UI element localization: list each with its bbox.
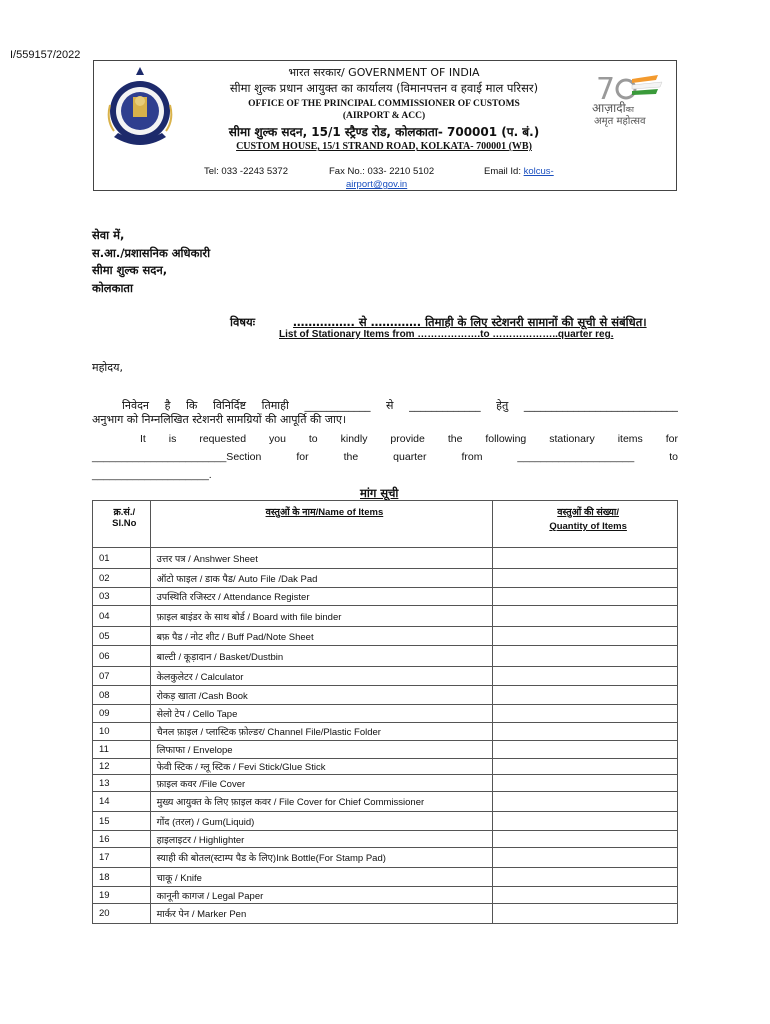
row-quantity-field[interactable] xyxy=(493,686,678,705)
para-word: to xyxy=(669,451,678,463)
row-quantity-field[interactable] xyxy=(493,831,678,848)
address-line: कोलकाता xyxy=(92,280,133,295)
row-quantity-field[interactable] xyxy=(493,588,678,606)
table-row xyxy=(93,759,678,775)
table-row xyxy=(93,667,678,686)
amrit-mahotsav-text: अमृत महोत्सव xyxy=(594,116,646,127)
para-word: से xyxy=(386,399,394,412)
row-serial-number: 15 xyxy=(93,812,151,831)
para-word: items xyxy=(617,433,643,445)
header-office-hindi: सीमा शुल्क प्रधान आयुक्त का कार्यालय (विमानपत्तन व हवाई माल परिसर) xyxy=(229,81,539,95)
quarter-from-blank[interactable]: ____________________ xyxy=(517,451,635,463)
row-quantity-field[interactable] xyxy=(493,667,678,686)
para-word: है xyxy=(164,399,171,412)
row-serial-number: 07 xyxy=(93,667,151,686)
customs-emblem-icon xyxy=(106,65,174,153)
para-word: stationary xyxy=(549,433,595,445)
ka-text: का xyxy=(625,105,634,114)
row-quantity-field[interactable] xyxy=(493,627,678,646)
row-item-name: गोंद (तरल) / Gum(Liquid) xyxy=(150,812,493,831)
table-row xyxy=(93,848,678,868)
header-government: भारत सरकार/ GOVERNMENT OF INDIA xyxy=(288,66,480,79)
header-slno xyxy=(93,501,151,548)
row-item-name: मुख्य आयुक्त के लिए फ़ाइल कवर / File Cover for Chief Commissioner xyxy=(150,792,493,812)
table-row xyxy=(93,868,678,887)
para-word: you xyxy=(269,433,286,445)
para-word: हेतु xyxy=(496,399,509,412)
letterhead xyxy=(93,60,677,191)
row-item-name: चाकू / Knife xyxy=(150,868,493,887)
address-line: सेवा में, xyxy=(92,228,125,242)
para-word: विनिर्दिष्ट xyxy=(212,399,247,412)
para-word: तिमाही xyxy=(261,399,289,412)
para-word: from xyxy=(461,451,483,463)
header-quantity-hindi: वस्तुओं की संख्या/ xyxy=(557,507,619,518)
table-row xyxy=(93,831,678,848)
row-item-name: स्याही की बोतल(स्टाम्प पैड के लिए)Ink Bottle(For Stamp Pad) xyxy=(150,848,493,868)
row-item-name: उपस्थिति रजिस्टर / Attendance Register xyxy=(150,588,493,606)
row-serial-number: 03 xyxy=(93,588,151,606)
table-row xyxy=(93,705,678,723)
table-row xyxy=(93,548,678,569)
para-word: It xyxy=(140,433,146,445)
salutation: महोदय, xyxy=(92,361,123,374)
azadi-text: आज़ादी xyxy=(592,101,626,115)
row-serial-number: 19 xyxy=(93,887,151,904)
row-item-name: बाल्टी / कूड़ादान / Basket/Dustbin xyxy=(150,646,493,667)
header-quantity xyxy=(493,501,678,548)
table-row xyxy=(93,686,678,705)
row-serial-number: 11 xyxy=(93,741,151,759)
para-word: kindly xyxy=(340,433,368,445)
email-link-continued[interactable]: airport@gov.in xyxy=(346,179,408,190)
row-quantity-field[interactable] xyxy=(493,723,678,741)
recipient-address xyxy=(92,227,210,297)
header-office-english-sub: (AIRPORT & ACC) xyxy=(342,111,426,121)
row-item-name: फ़ाइल कवर /File Cover xyxy=(150,775,493,792)
row-item-name: फेवी स्टिक / ग्लू स्टिक / Fevi Stick/Glue Stick xyxy=(150,759,493,775)
row-quantity-field[interactable] xyxy=(493,569,678,588)
row-serial-number: 17 xyxy=(93,848,151,868)
para-word: to xyxy=(308,433,318,445)
request-paragraph-hindi xyxy=(92,396,678,430)
table-row xyxy=(93,887,678,904)
para-line: अनुभाग को निम्नलिखित स्टेशनरी सामग्रियों की आपूर्ति की जाए। xyxy=(92,413,347,426)
para-word: is xyxy=(168,433,177,445)
row-quantity-field[interactable] xyxy=(493,887,678,904)
table-row xyxy=(93,792,678,812)
row-serial-number: 14 xyxy=(93,792,151,812)
row-serial-number: 02 xyxy=(93,569,151,588)
header-item-name-text: वस्तुओं के नाम/Name of Items xyxy=(265,507,384,518)
row-quantity-field[interactable] xyxy=(493,646,678,667)
section-blank[interactable]: ____________________________ xyxy=(523,399,678,412)
row-item-name: ऑटो फाइल / डाक पैड/ Auto File /Dak Pad xyxy=(150,569,493,588)
row-quantity-field[interactable] xyxy=(493,759,678,775)
para-word: for xyxy=(665,433,678,445)
table-row xyxy=(93,627,678,646)
row-item-name: चैनल फ़ाइल / प्लास्टिक फ़ोल्डर/ Channel File/Plastic Folder xyxy=(150,723,493,741)
row-quantity-field[interactable] xyxy=(493,741,678,759)
subject-english: List of Stationary Items from ……………….to ………………..quarter reg. xyxy=(279,329,614,340)
row-item-name: फ़ाइल बाइंडर के साथ बोर्ड / Board with file binder xyxy=(150,606,493,627)
fax: Fax No.: 033- 2210 5102 xyxy=(329,166,435,177)
para-word: quarter xyxy=(393,451,427,463)
row-item-name: लिफाफा / Envelope xyxy=(150,741,493,759)
row-quantity-field[interactable] xyxy=(493,548,678,569)
row-serial-number: 20 xyxy=(93,904,151,924)
table-row xyxy=(93,904,678,924)
table-row xyxy=(93,646,678,667)
row-quantity-field[interactable] xyxy=(493,775,678,792)
request-paragraph-english xyxy=(92,430,678,484)
para-word: following xyxy=(485,433,527,445)
para-word: निवेदन xyxy=(122,399,150,412)
azadi-ka-amrit-mahotsav-logo xyxy=(592,69,672,129)
row-item-name: सेलो टेप / Cello Tape xyxy=(150,705,493,723)
row-item-name: रोकड़ खाता /Cash Book xyxy=(150,686,493,705)
row-serial-number: 18 xyxy=(93,868,151,887)
row-serial-number: 04 xyxy=(93,606,151,627)
row-item-name: केलकुलेटर / Calculator xyxy=(150,667,493,686)
section-blank[interactable]: _______________________Section xyxy=(92,451,262,463)
row-serial-number: 10 xyxy=(93,723,151,741)
row-serial-number: 13 xyxy=(93,775,151,792)
subject-label: विषयः xyxy=(230,315,256,329)
items-table-body xyxy=(93,548,678,924)
table-title: मांग सूची xyxy=(360,486,399,500)
table-row xyxy=(93,588,678,606)
quarter-blank[interactable]: ____________ xyxy=(304,399,371,412)
quarter-to-blank[interactable]: _____________ xyxy=(409,399,481,412)
row-item-name: कानूनी कागज / Legal Paper xyxy=(150,887,493,904)
svg-text:7: 7 xyxy=(596,72,616,105)
para-word: provide xyxy=(390,433,425,445)
row-quantity-field[interactable] xyxy=(493,904,678,924)
row-serial-number: 06 xyxy=(93,646,151,667)
row-serial-number: 05 xyxy=(93,627,151,646)
header-slno-hindi: क्र.सं./ xyxy=(113,507,136,518)
table-row xyxy=(93,569,678,588)
subject-line xyxy=(230,315,647,330)
header-address-english: CUSTOM HOUSE, 15/1 STRAND ROAD, KOLKATA- 700001 (WB) xyxy=(236,141,532,152)
file-number: I/559157/2022 xyxy=(10,49,81,61)
header-item-name xyxy=(150,501,493,548)
para-word: requested xyxy=(199,433,247,445)
row-quantity-field[interactable] xyxy=(493,606,678,627)
table-row xyxy=(93,775,678,792)
row-serial-number: 08 xyxy=(93,686,151,705)
header-slno-english: Sl.No xyxy=(112,518,137,529)
row-quantity-field[interactable] xyxy=(493,868,678,887)
para-word: the xyxy=(447,433,463,445)
row-quantity-field[interactable] xyxy=(493,848,678,868)
row-item-name: उत्तर पत्र / Anshwer Sheet xyxy=(150,548,493,569)
table-row xyxy=(93,606,678,627)
row-serial-number: 12 xyxy=(93,759,151,775)
table-row xyxy=(93,741,678,759)
row-item-name: मार्कर पेन / Marker Pen xyxy=(150,904,493,924)
row-quantity-field[interactable] xyxy=(493,705,678,723)
para-word: कि xyxy=(186,399,198,412)
row-item-name: हाइलाइटर / Highlighter xyxy=(150,831,493,848)
header-office-english: OFFICE OF THE PRINCIPAL COMMISSIONER OF CUSTOMS xyxy=(248,99,520,109)
quarter-to-blank[interactable]: ____________________. xyxy=(92,469,212,481)
para-word: the xyxy=(343,451,359,463)
address-line: सीमा शुल्क सदन, xyxy=(92,263,168,277)
telephone: Tel: 033 -2243 5372 xyxy=(204,166,288,177)
address-line: स.आ./प्रशासनिक अधिकारी xyxy=(92,245,211,260)
email xyxy=(484,166,554,177)
table-row xyxy=(93,812,678,831)
row-serial-number: 16 xyxy=(93,831,151,848)
header-address-hindi: सीमा शुल्क सदन, 15/1 स्ट्रैण्ड रोड, कोलकाता- 700001 (प. बं.) xyxy=(228,125,540,139)
row-serial-number: 09 xyxy=(93,705,151,723)
items-table xyxy=(92,500,678,924)
email-continued xyxy=(346,179,407,190)
table-row xyxy=(93,723,678,741)
email-label: Email Id: xyxy=(484,166,524,177)
row-serial-number: 01 xyxy=(93,548,151,569)
email-link[interactable]: kolcus- xyxy=(523,166,554,177)
row-quantity-field[interactable] xyxy=(493,812,678,831)
row-quantity-field[interactable] xyxy=(493,792,678,812)
row-item-name: बफ़ पैड / नोट शीट / Buff Pad/Note Sheet xyxy=(150,627,493,646)
header-quantity-english: Quantity of Items xyxy=(549,521,627,532)
para-word: for xyxy=(296,451,309,463)
subject-text: ……………. से …………. तिमाही के लिए स्टेशनरी सामानों की सूची से संबंधित। xyxy=(293,315,647,329)
